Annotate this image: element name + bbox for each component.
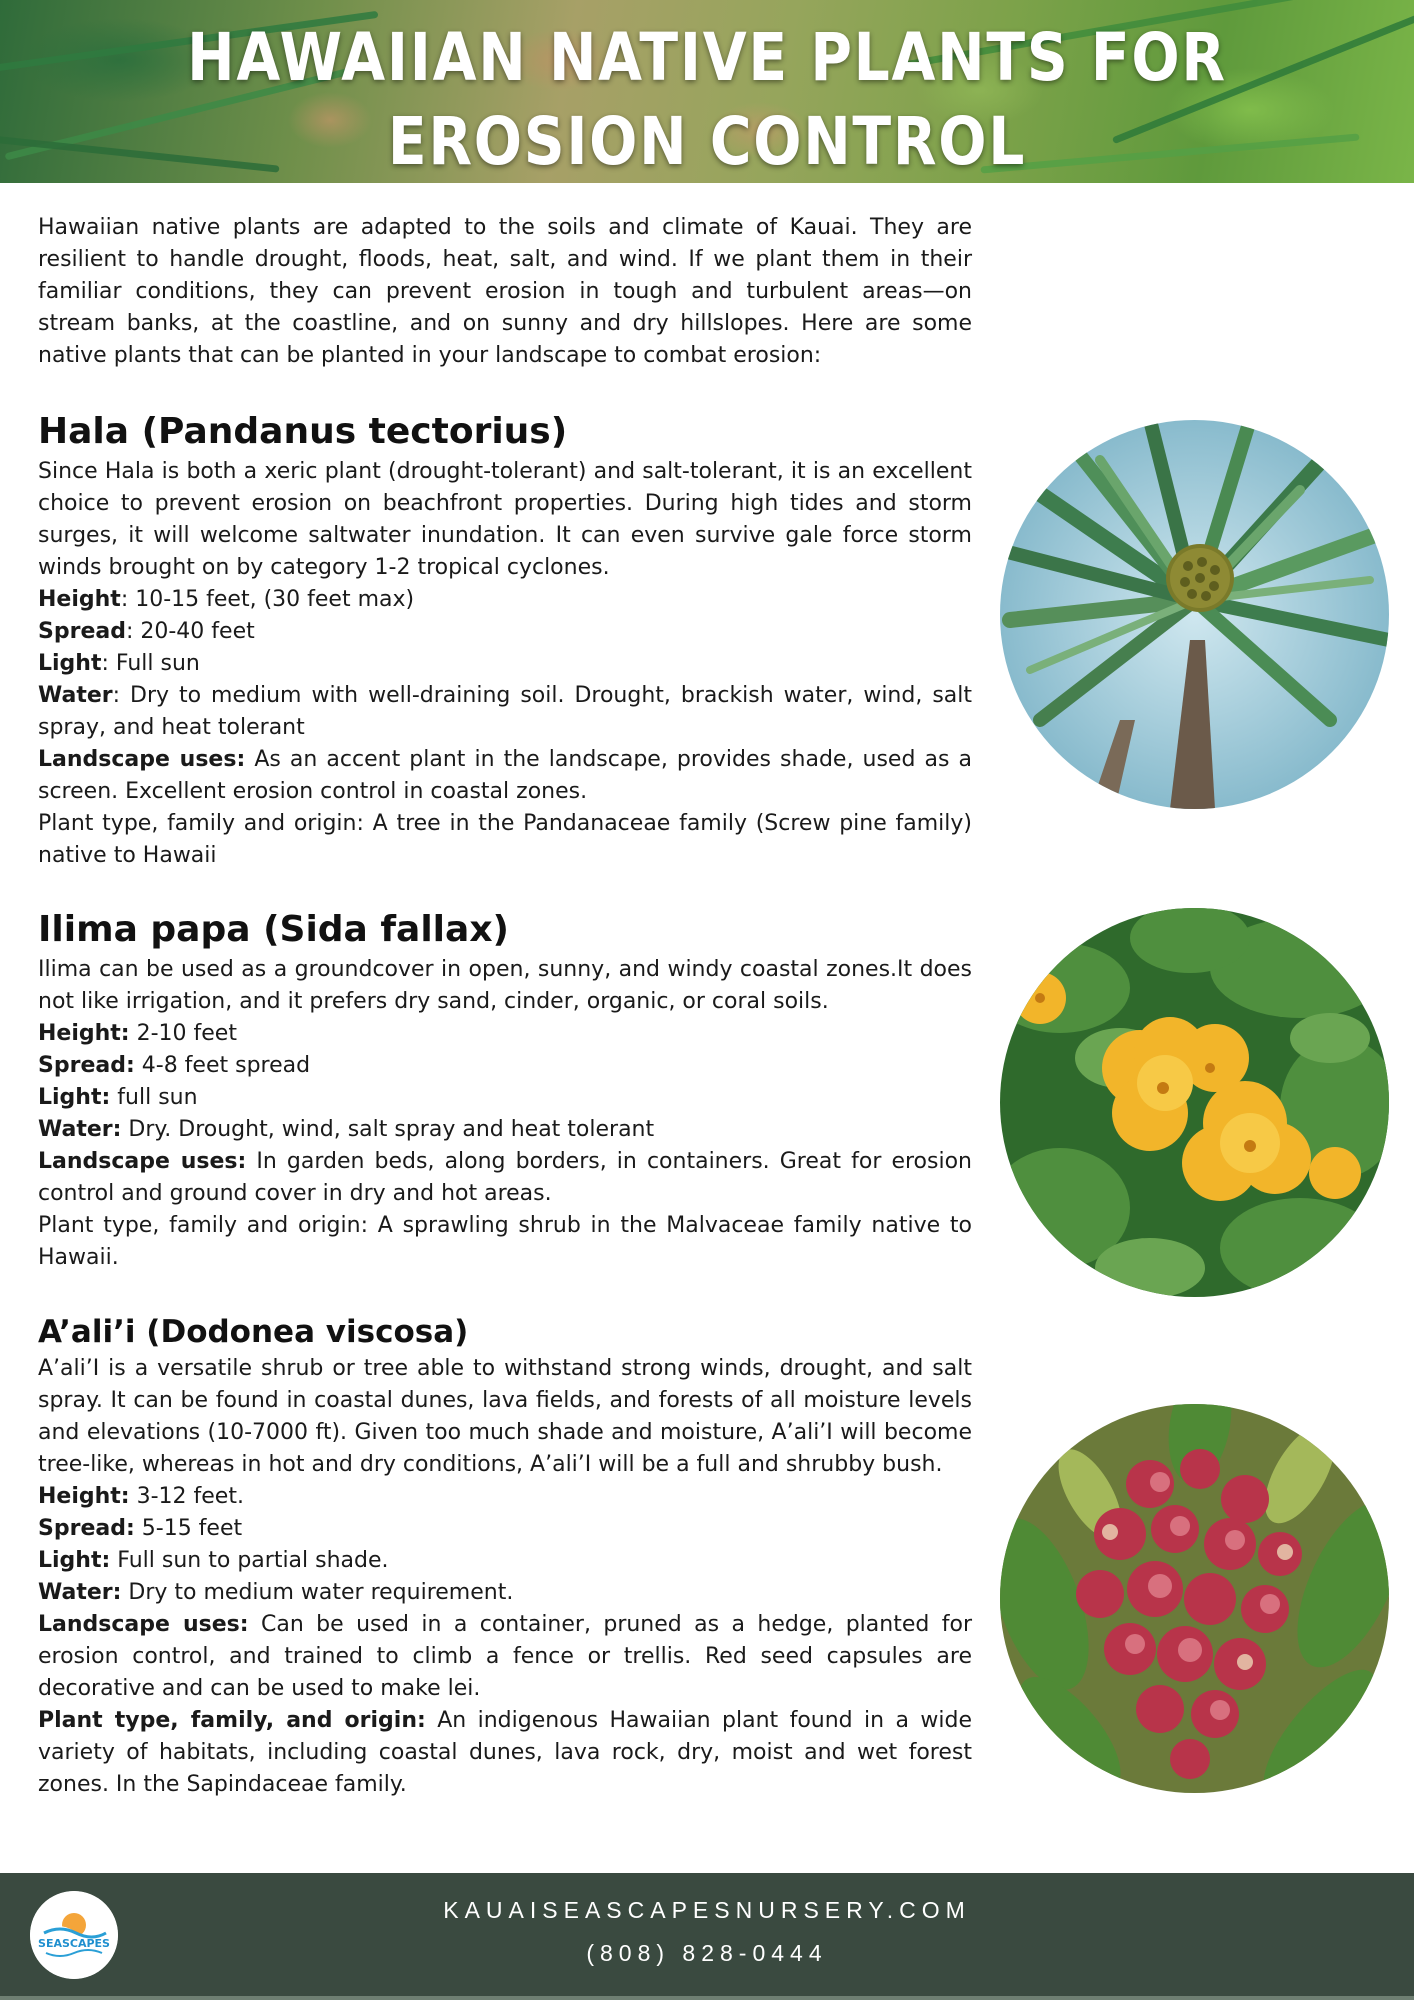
uses-value: Can be used in a container, pruned as a hedge, planted for erosion control, and trained to climb a fence or trellis. Red seed capsules are decorative and can be used to make lei. (38, 1612, 972, 1701)
uses-value: As an accent plant in the landscape, provides shade, used as a screen. Excellent erosion control in coastal zones. (38, 747, 973, 804)
website-link[interactable]: KAUAISEASCAPESNURSERY.COM (443, 1897, 971, 1923)
plant-heading: Hala (Pandanus tectorius) (38, 411, 568, 452)
water-label: Water: (38, 1580, 122, 1605)
uses-label: Landscape uses: (38, 1149, 247, 1174)
page-title-line1: HAWAIIAN NATIVE PLANTS FOR (187, 19, 1227, 96)
water-label: Water (38, 683, 113, 708)
plant-height (38, 1018, 972, 1050)
plant-spread (38, 1050, 972, 1082)
light-label: Light: (38, 1548, 111, 1573)
uses-label: Landscape uses: (38, 1612, 249, 1637)
plant-uses (38, 1609, 972, 1705)
height-value: : 10-15 feet, (30 feet max) (120, 587, 415, 612)
plant-section-aalii (38, 1311, 972, 1801)
plant-section-hala (38, 408, 972, 872)
water-label: Water: (38, 1117, 122, 1142)
spread-value: 5-15 feet (134, 1516, 243, 1541)
footer-stripe (0, 1996, 1414, 2000)
height-label: Height: (38, 1484, 130, 1509)
uses-label: Landscape uses: (38, 747, 246, 772)
plant-uses (38, 744, 972, 808)
plant-spread (38, 1513, 972, 1545)
plant-uses (38, 1146, 972, 1210)
plant-section-ilima (38, 906, 972, 1274)
plant-light (38, 1545, 972, 1577)
water-value: Dry to medium water requirement. (121, 1580, 514, 1605)
plant-description: A’ali’I is a versatile shrub or tree able to withstand strong winds, drought, and salt spray. It can be found in coastal dunes, lava fields, and forests of all moisture levels and elevations (10-7000 ft). Given too much shade and moisture, A’ali’I will become tree-like, whereas in hot and dry conditions, A’ali’I will be a full and shrubby bush. (38, 1356, 972, 1477)
light-label: Light (38, 651, 102, 676)
light-label: Light: (38, 1085, 111, 1110)
plant-water (38, 1577, 972, 1609)
height-label: Height: (38, 1021, 130, 1046)
uses-value: In garden beds, along borders, in containers. Great for erosion control and ground cover in dry and hot areas. (38, 1149, 972, 1206)
aalii-photo (1000, 1404, 1389, 1793)
origin-label: Plant type, family, and origin: (38, 1708, 426, 1733)
footer (0, 1873, 1414, 2000)
light-value: : Full sun (101, 651, 200, 676)
spread-label: Spread: (38, 1516, 135, 1541)
light-value: full sun (110, 1085, 198, 1110)
plant-water (38, 1114, 972, 1146)
spread-label: Spread: (38, 1053, 135, 1078)
water-value: Dry. Drought, wind, salt spray and heat tolerant (121, 1117, 655, 1142)
plant-water (38, 680, 972, 744)
ilima-photo (1000, 908, 1389, 1297)
phone-number[interactable]: (808) 828-0444 (586, 1940, 828, 1966)
plant-description: Ilima can be used as a groundcover in open, sunny, and windy coastal zones.It does not like irrigation, and it prefers dry sand, cinder, organic, or coral soils. (38, 957, 972, 1014)
header-banner (0, 0, 1414, 183)
plant-height (38, 584, 972, 616)
origin-value: An indigenous Hawaiian plant found in a wide variety of habitats, including coastal dunes, lava rock, dry, moist and wet forest zones. In the Sapindaceae family. (38, 1708, 973, 1797)
page-title-line2: EROSION CONTROL (387, 103, 1027, 180)
plant-light (38, 648, 972, 680)
hala-photo (1000, 420, 1389, 809)
plant-light (38, 1082, 972, 1114)
height-value: 3-12 feet. (129, 1484, 244, 1509)
intro-paragraph: Hawaiian native plants are adapted to the soils and climate of Kauai. They are resilient to handle drought, floods, heat, salt, and wind. If we plant them in their familiar conditions, they can prevent erosion in tough and turbulent areas—on stream banks, at the coastline, and on sunny and dry hillslopes. Here are some native plants that can be planted in your landscape to combat erosion: (38, 215, 972, 368)
plant-height (38, 1481, 972, 1513)
spread-value: 4-8 feet spread (134, 1053, 311, 1078)
plant-heading: Ilima papa (Sida fallax) (38, 909, 509, 950)
height-value: 2-10 feet (129, 1021, 237, 1046)
spread-value: : 20-40 feet (125, 619, 255, 644)
plant-spread (38, 616, 972, 648)
logo-wordmark: SEASCAPES (38, 1937, 110, 1950)
plant-origin: Plant type, family and origin: A tree in the Pandanaceae family (Screw pine family) native to Hawaii (38, 811, 972, 868)
plant-heading: A’ali’i (Dodonea viscosa) (38, 1314, 469, 1350)
plant-origin (38, 1705, 972, 1801)
spread-label: Spread (38, 619, 126, 644)
water-value: : Dry to medium with well-draining soil. Drought, brackish water, wind, salt spray, and heat tolerant (38, 683, 972, 740)
light-value: Full sun to partial shade. (110, 1548, 389, 1573)
plant-description: Since Hala is both a xeric plant (drought-tolerant) and salt-tolerant, it is an excellent choice to prevent erosion on beachfront properties. During high tides and storm surges, it will welcome saltwater inundation. It can even survive gale force storm winds brought on by category 1-2 tropical cyclones. (38, 459, 972, 580)
height-label: Height (38, 587, 121, 612)
page-title (99, 16, 1315, 183)
plant-origin: Plant type, family and origin: A sprawling shrub in the Malvaceae family native to Hawaii. (38, 1213, 972, 1270)
